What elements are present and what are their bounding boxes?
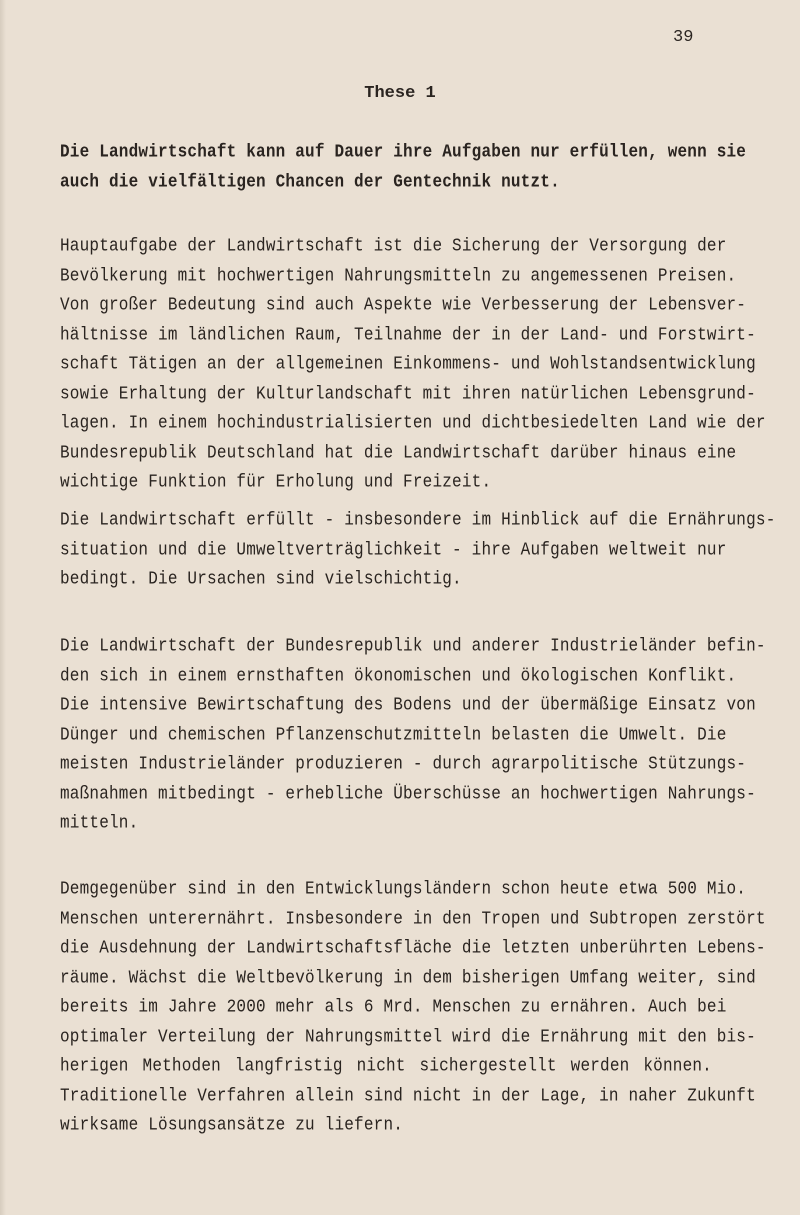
text-line: auch die vielfältigen Chancen der Gentechnik nutzt. (60, 171, 560, 192)
text-line: bereits im Jahre 2000 mehr als 6 Mrd. Menschen zu ernähren. Auch bei (60, 996, 727, 1018)
paragraph-2 (60, 506, 776, 595)
text-line: situation und die Umweltverträglichkeit - ihre Aufgaben weltweit nur (60, 539, 727, 560)
text-line: bedingt. Die Ursachen sind vielschichtig. (60, 568, 462, 590)
scan-edge-shadow (0, 0, 6, 1215)
text-line: Bundesrepublik Deutschland hat die Landwirtschaft darüber hinaus eine (60, 442, 737, 463)
thesis-heading: These 1 (364, 84, 436, 103)
text-line: die Ausdehnung der Landwirtschaftsfläche die letzten unberührten Lebens- (60, 937, 766, 959)
text-line: den sich in einem ernsthaften ökonomischen und ökologischen Konflikt. (60, 665, 737, 686)
paragraph-4 (60, 875, 766, 1141)
text-line: Demgegenüber sind in den Entwicklungsländern schon heute etwa 500 Mio. (60, 878, 747, 900)
text-line: wichtige Funktion für Erholung und Freizeit. (60, 471, 492, 493)
text-line: Von großer Bedeutung sind auch Aspekte wie Verbesserung der Lebensver- (60, 294, 747, 316)
text-line: sowie Erhaltung der Kulturlandschaft mit ihren natürlichen Lebensgrund- (60, 383, 756, 404)
text-line: Menschen unterernährt. Insbesondere in den Tropen und Subtropen zerstört (60, 908, 766, 929)
text-line: schaft Tätigen an der allgemeinen Einkommens- und Wohlstandsentwicklung (60, 353, 756, 375)
text-line: optimaler Verteilung der Nahrungsmittel wird die Ernährung mit den bis- (60, 1026, 756, 1047)
text-line: mitteln. (60, 812, 139, 834)
text-line: herigen Methoden langfristig nicht sichergestellt werden können. (60, 1055, 712, 1077)
text-line: Die Landwirtschaft der Bundesrepublik und anderer Industrieländer befin- (60, 635, 766, 657)
text-line: räume. Wächst die Weltbevölkerung in dem bisherigen Umfang weiter, sind (60, 967, 756, 988)
text-line: Hauptaufgabe der Landwirtschaft ist die Sicherung der Versorgung der (60, 235, 727, 257)
text-line: maßnahmen mitbedingt - erhebliche Überschüsse an hochwertigen Nahrungs- (60, 783, 756, 804)
text-line: meisten Industrieländer produzieren - durch agrarpolitische Stützungs- (60, 753, 747, 775)
text-line: hältnisse im ländlichen Raum, Teilnahme der in der Land- und Forstwirt- (60, 324, 756, 345)
text-line: lagen. In einem hochindustrialisierten und dichtbesiedelten Land wie der (60, 412, 766, 434)
paragraph-3 (60, 632, 766, 839)
text-line: Dünger und chemischen Pflanzenschutzmitteln belasten die Umwelt. Die (60, 724, 727, 745)
paragraph-1 (60, 232, 766, 498)
thesis-statement (60, 138, 747, 197)
text-line: Bevölkerung mit hochwertigen Nahrungsmitteln zu angemessenen Preisen. (60, 265, 737, 286)
text-line: Die intensive Bewirtschaftung des Bodens und der übermäßige Einsatz von (60, 694, 756, 716)
text-line: Die Landwirtschaft kann auf Dauer ihre Aufgaben nur erfüllen, wenn sie (60, 141, 747, 163)
text-line: Traditionelle Verfahren allein sind nicht in der Lage, in naher Zukunft (60, 1085, 756, 1106)
text-line: wirksame Lösungsansätze zu liefern. (60, 1114, 404, 1136)
text-line: Die Landwirtschaft erfüllt - insbesondere im Hinblick auf die Ernährungs- (60, 509, 776, 531)
page-number: 39 (673, 28, 694, 47)
